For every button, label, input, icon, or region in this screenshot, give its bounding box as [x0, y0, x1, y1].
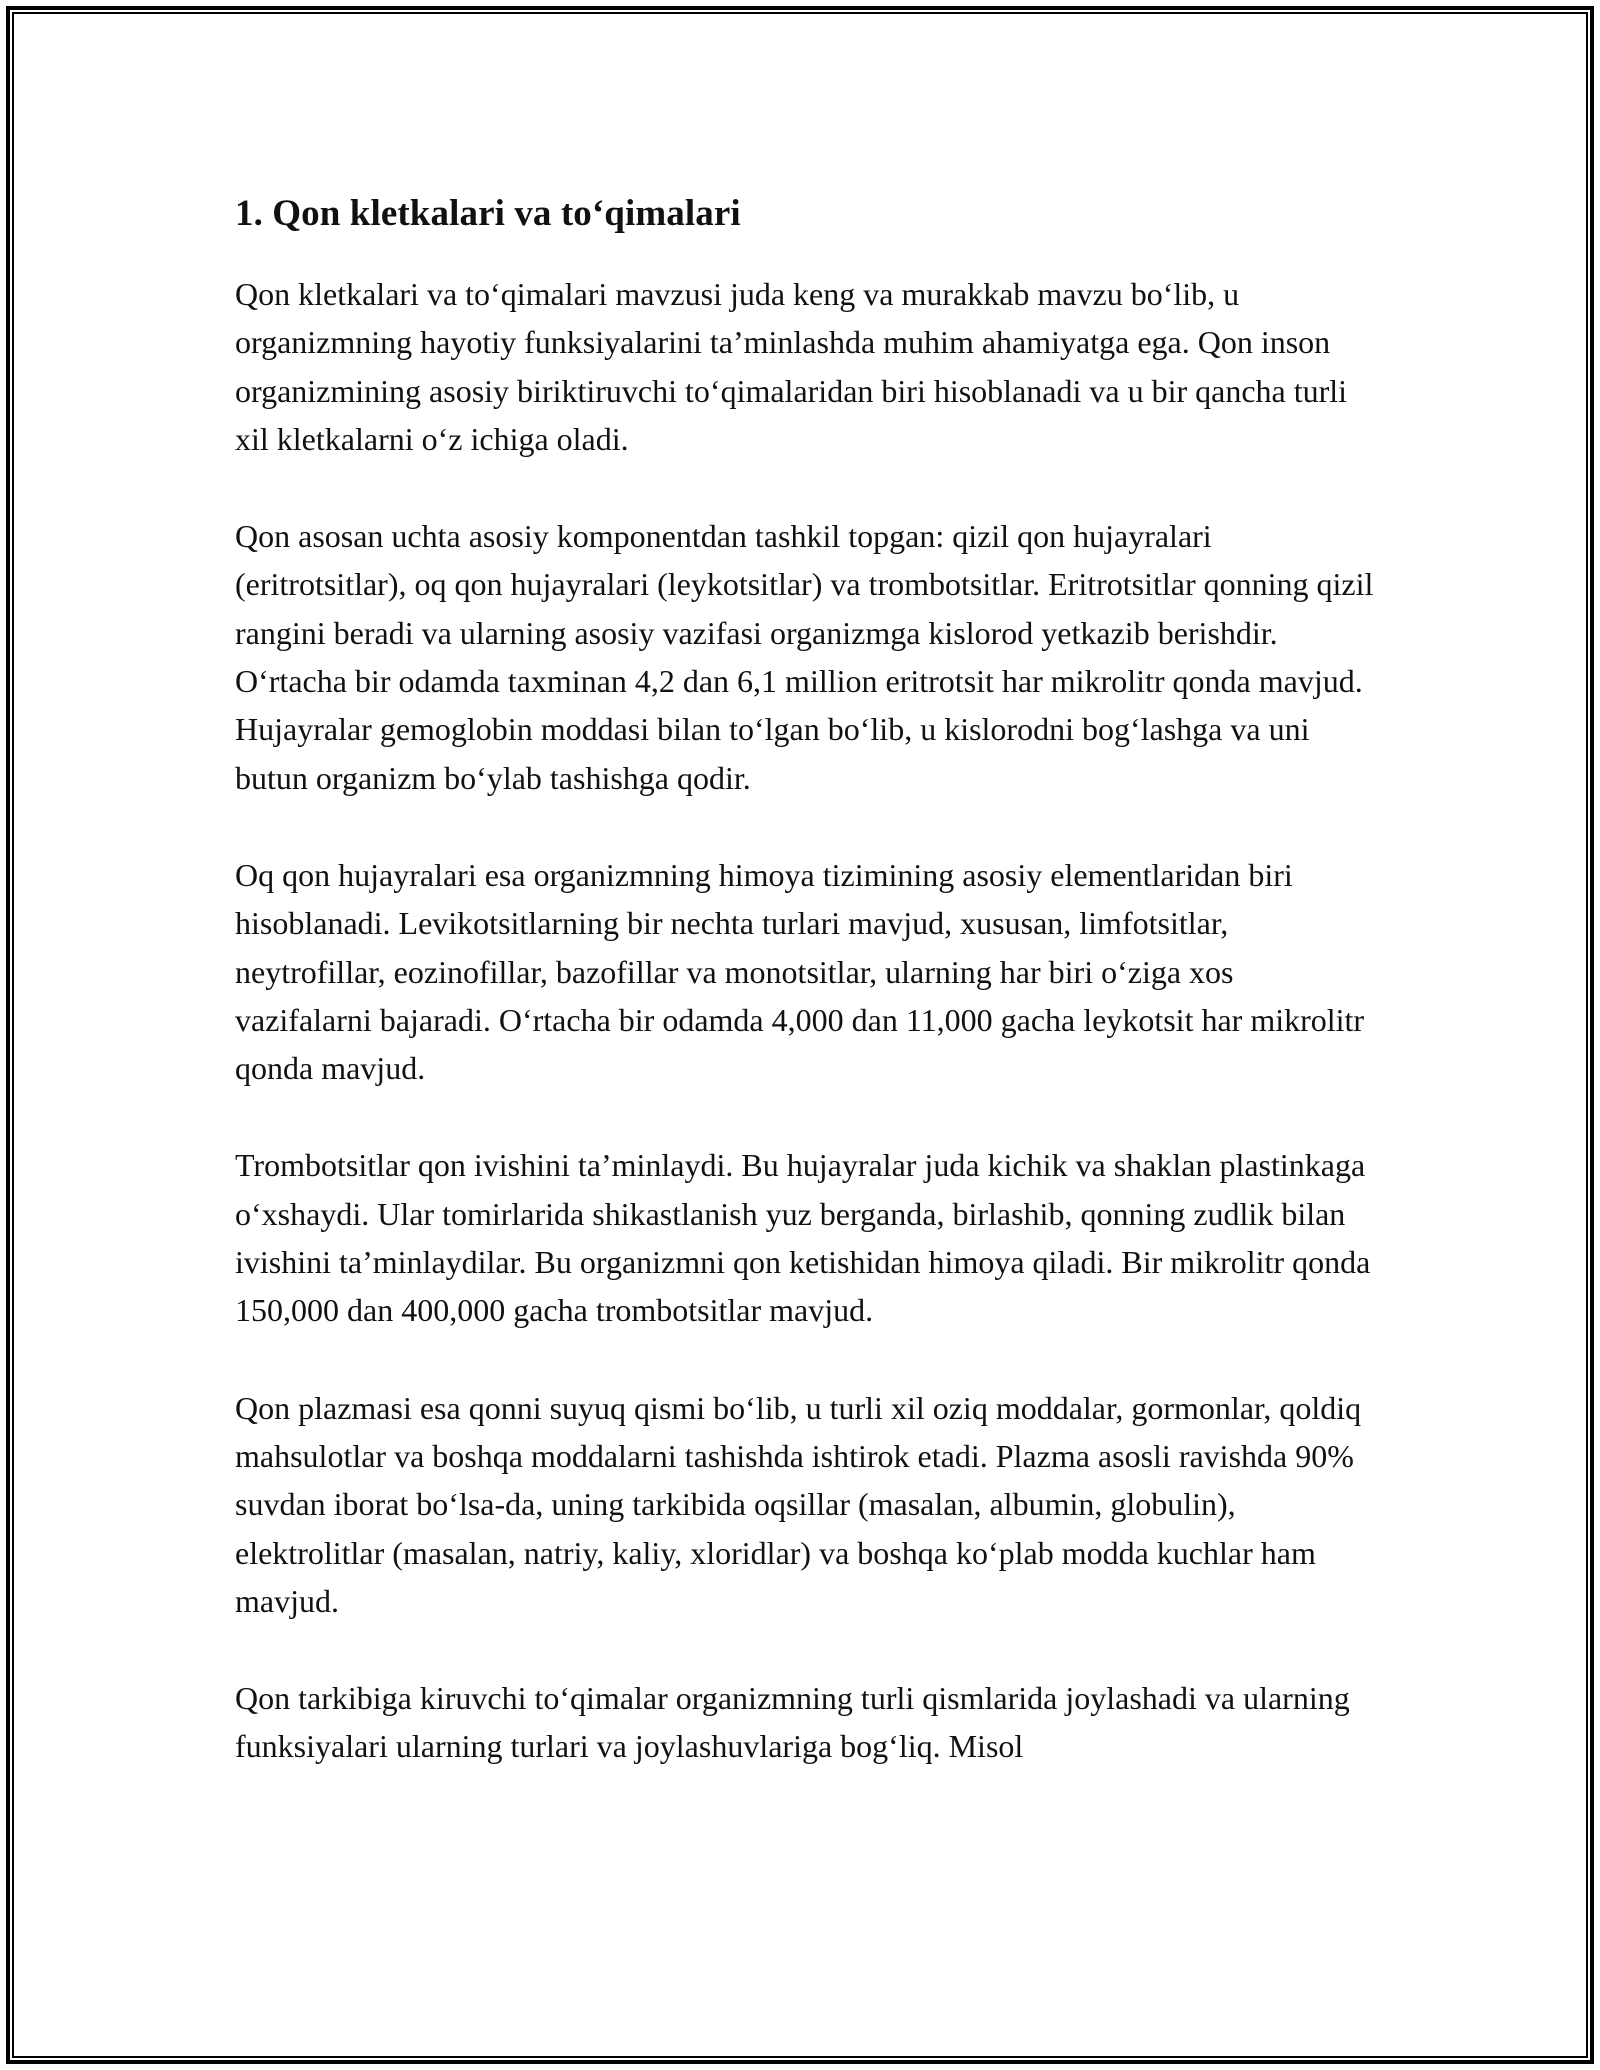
paragraph-plasma: Qon plazmasi esa qonni suyuq qismi bo‘lib, u turli xil oziq moddalar, gormonlar, qoldiq mahsulotlar va boshqa moddalarni tashishda ishtirok etadi. Plazma asosli ravishda 90% suvdan iborat bo‘lsa-da, uning tarkibida oqsillar (masalan, albumin, globulin), elektrolitlar (masalan, natriy, kaliy, xloridlar) va boshqa ko‘plab modda kuchlar ham mavjud.: [235, 1389, 1362, 1619]
paragraph-intro: Qon kletkalari va to‘qimalari mavzusi juda keng va murakkab mavzu bo‘lib, u organizmning hayotiy funksiyalarini ta’minlashda muhim ahamiyatga ega. Qon inson organizmining asosiy biriktiruvchi to‘qimalaridan biri hisoblanadi va u bir qancha turli xil kletkalarni o‘z ichiga oladi.: [235, 276, 1348, 457]
paragraph-leukocytes: Oq qon hujayralari esa organizmning himoya tizimining asosiy elementlaridan biri hisoblanadi. Levikotsitlarning bir nechta turlari mavjud, xususan, limfotsitlar, neytrofillar, eozinofillar, bazofillar va monotsitlar, ularning har biri o‘ziga xos vazifalarni bajaradi. O‘rtacha bir odamda 4,000 dan 11,000 gacha leykotsit har mikrolitr qonda mavjud.: [235, 856, 1365, 1087]
paragraph-platelets: Trombotsitlar qon ivishini ta’minlaydi. Bu hujayralar juda kichik va shaklan plastinkaga o‘xshaydi. Ular tomirlarida shikastlanish yuz berganda, birlashib, qonning zudlik bilan ivishini ta’minlaydilar. Bu organizmni qon ketishidan himoya qiladi. Bir mikrolitr qonda 150,000 dan 400,000 gacha trombotsitlar mavjud.: [235, 1147, 1371, 1329]
document-body: [235, 186, 1375, 1820]
paragraph-components: Qon asosan uchta asosiy komponentdan tashkil topgan: qizil qon hujayralari (eritrotsitlar), oq qon hujayralari (leykotsitlar) va trombotsitlar. Eritrotsitlar qonning qizil rangini beradi va ularning asosiy vazifasi organizmga kislorod yetkazib berishdir. O‘rtacha bir odamda taxminan 4,2 dan 6,1 million eritrotsit har mikrolitr qonda mavjud. Hujayralar gemoglobin moddasi bilan to‘lgan bo‘lib, u kislorodni bog‘lashga va uni butun organizm bo‘ylab tashishga qodir.: [235, 518, 1374, 796]
section-heading: 1. Qon kletkalari va to‘qimalari: [235, 193, 741, 234]
paragraph-tissues: Qon tarkibiga kiruvchi to‘qimalar organizmning turli qismlarida joylashadi va ularning funksiyalari ularning turlari va joylashuvlariga bog‘liq. Misol: [235, 1680, 1350, 1765]
